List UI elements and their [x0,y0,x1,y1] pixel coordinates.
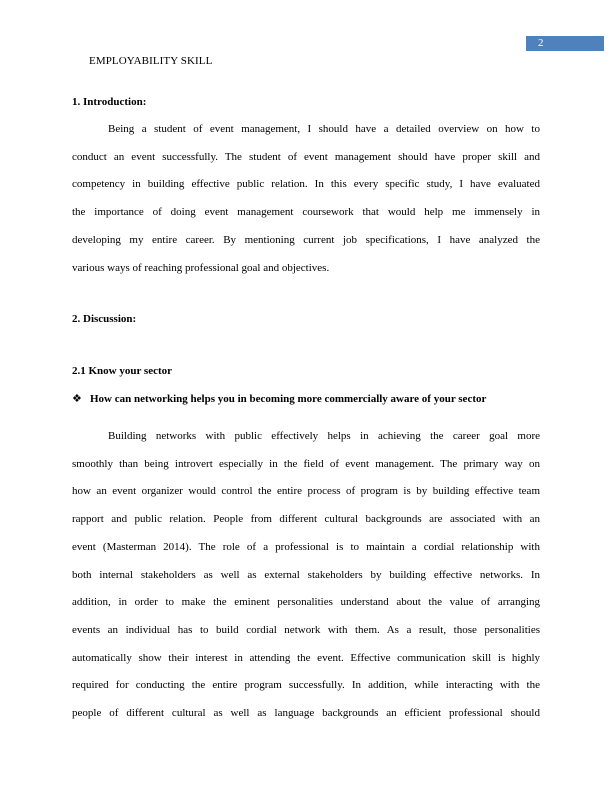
paragraph-line: various ways of reaching professional goal and objectives. [72,261,330,274]
paragraph-line: competency in building effective public relation. In this every specific study, I have evaluated [72,178,540,191]
subsection-heading-know-your-sector: 2.1 Know your sector [72,365,173,377]
paragraph-line: Building networks with public effectively helps in achieving the career goal more [108,430,540,442]
diamond-bullet-icon: ❖ [72,393,82,405]
paragraph-line: automatically show their interest in attending the event. Effective communication skill is highly [72,651,540,664]
page-number: 2 [538,37,544,49]
paragraph-line: rapport and public relation. People from different cultural backgrounds are associated with an [72,513,540,526]
paragraph-line: developing my entire career. By mentioning current job specifications, I have analyzed the [72,233,540,246]
paragraph-line: how an event organizer would control the entire process of program is by building effective team [72,485,540,498]
paragraph-line: smoothly than being introvert especially in the field of event management. The primary way on [72,457,540,470]
paragraph-line: people of different cultural as well as language backgrounds an efficient professional should [72,707,540,720]
running-head: EMPLOYABILITY SKILL [89,55,213,67]
section-heading-discussion: 2. Discussion: [72,313,137,325]
page-number-bar [526,36,604,51]
paragraph-line: event (Masterman 2014). The role of a professional is to maintain a cordial relationship with [72,540,540,553]
introduction-paragraph [72,116,540,282]
paragraph-line: addition, in order to make the eminent personalities understand about the value of arranging [72,596,540,609]
paragraph-line: conduct an event successfully. The student of event management should have proper skill and [72,150,540,163]
paragraph-line: events an individual has to build cordial network with them. As a result, those personalities [72,623,540,636]
paragraph-line: both internal stakeholders as well as external stakeholders by building effective networks. In [72,568,540,581]
paragraph-line: Being a student of event management, I should have a detailed overview on how to [108,123,540,135]
bullet-question [72,392,486,405]
section-heading-introduction: 1. Introduction: [72,96,147,108]
discussion-paragraph [72,423,540,728]
bullet-question-text: How can networking helps you in becoming more commercially aware of your sector [90,393,487,405]
paragraph-line: the importance of doing event management coursework that would help me immensely in [72,206,540,219]
paragraph-line: required for conducting the entire program successfully. In addition, while interacting with the [72,679,540,692]
